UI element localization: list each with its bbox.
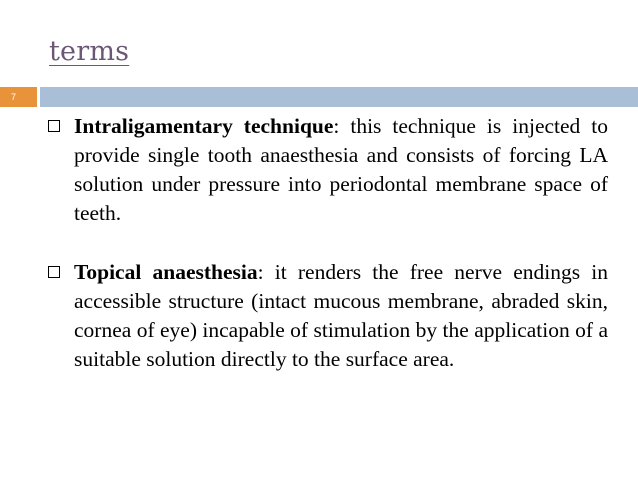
slide-title: terms xyxy=(49,36,130,67)
bullet-text: : it renders the free nerve endings in accessible structure (intact mucous membrane, abraded skin, cornea of eye) incapable of stimulation by the application of a suitable solution directly to the surface area. xyxy=(74,260,608,371)
header-rule-bar xyxy=(40,87,638,107)
bullet-item-topical xyxy=(48,258,608,374)
bullet-text: : this technique is injected to provide single tooth anaesthesia and consists of forcing LA solution under pressure into periodontal membrane space of teeth. xyxy=(74,114,608,225)
square-bullet-icon xyxy=(48,266,60,278)
square-bullet-icon xyxy=(48,120,60,132)
slide-number: 7 xyxy=(0,87,37,107)
bullet-list xyxy=(48,112,608,404)
bullet-item-intraligamentary xyxy=(48,112,608,228)
bullet-term: Intraligamentary technique xyxy=(74,114,334,138)
bullet-term: Topical anaesthesia xyxy=(74,260,258,284)
